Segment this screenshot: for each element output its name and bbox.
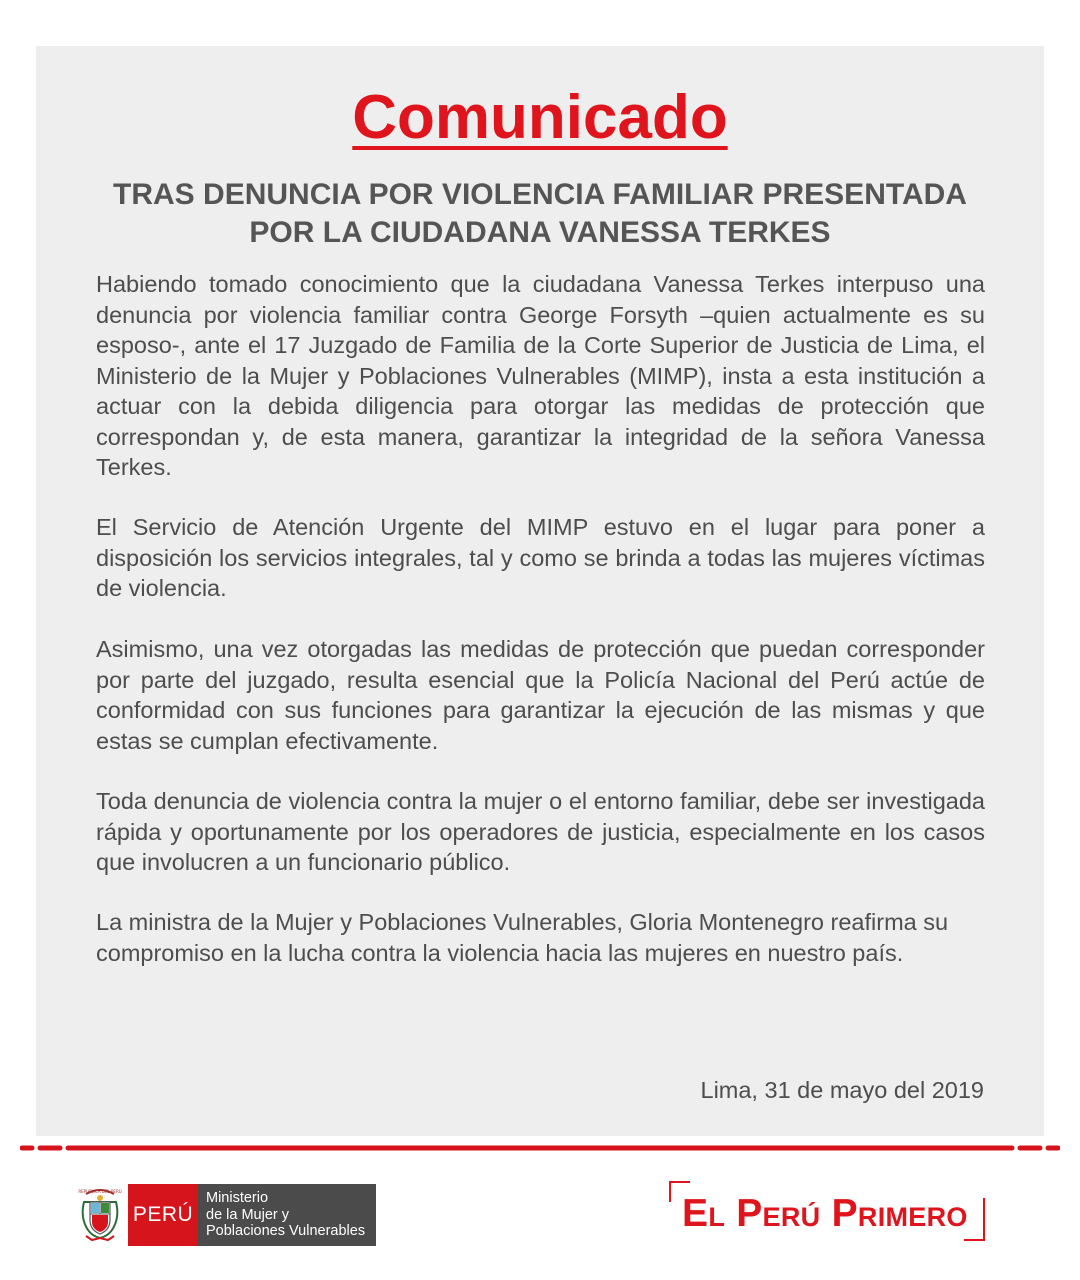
paragraph-4: Toda denuncia de violencia contra la mujer o el entorno familiar, debe ser investigada rápida y oportunamente por los operadores de justicia, especialmente en los casos que involucren a un funcionario público. <box>96 788 985 875</box>
paragraph-5: La ministra de la Mujer y Poblaciones Vulnerables, Gloria Montenegro reafirma su compromiso en la lucha contra la violencia hacia las mujeres en nuestro país. <box>96 909 949 966</box>
coat-of-arms-icon <box>78 1184 122 1244</box>
peru-label: PERÚ <box>128 1184 198 1246</box>
subtitle-line-1: TRAS DENUNCIA POR VIOLENCIA FAMILIAR PRESENTADA <box>113 178 967 211</box>
paragraph-3: Asimismo, una vez otorgadas las medidas de protección que puedan corresponder por parte del juzgado, resulta esencial que la Policía Nacional del Perú actúe de conformidad con sus funciones para garantizar la ejecución de las mismas y que estas se cumplan efectivamente. <box>96 636 985 754</box>
subtitle-line-2: POR LA CIUDADANA VANESSA TERKES <box>249 216 831 249</box>
crest-text: REPÚBLICA DEL PERÚ <box>78 1189 122 1194</box>
paragraph-2: El Servicio de Atención Urgente del MIMP estuvo en el lugar para poner a disposición los servicios integrales, tal y como se brinda a todas las mujeres víctimas de violencia. <box>96 514 985 601</box>
ministry-logo <box>78 1184 376 1246</box>
ministry-line-2: de la Mujer y <box>206 1206 290 1223</box>
ministry-line-1: Ministerio <box>206 1190 269 1206</box>
slogan-text: El Perú Primero <box>682 1192 968 1235</box>
page-title: Comunicado <box>352 83 728 152</box>
footer-divider <box>20 1144 1060 1152</box>
subtitle <box>60 176 1020 252</box>
ministry-name <box>198 1184 376 1246</box>
document-date: Lima, 31 de mayo del 2019 <box>700 1077 984 1103</box>
paragraph-1: Habiendo tomado conocimiento que la ciudadana Vanessa Terkes interpuso una denuncia por violencia familiar contra George Forsyth –quien actualmente es su esposo-, ante el 17 Juzgado de Familia de la Corte Superior de Justicia de Lima, el Ministerio de la Mujer y Poblaciones Vulnerables (MIMP), insta a esta institución a actuar con la debida diligencia para otorgar las medidas de protección que correspondan y, de esta manera, garantizar la integridad de la señora Vanessa Terkes. <box>96 271 985 480</box>
ministry-line-3: Poblaciones Vulnerables <box>206 1223 366 1239</box>
slogan-logo <box>668 1180 986 1242</box>
